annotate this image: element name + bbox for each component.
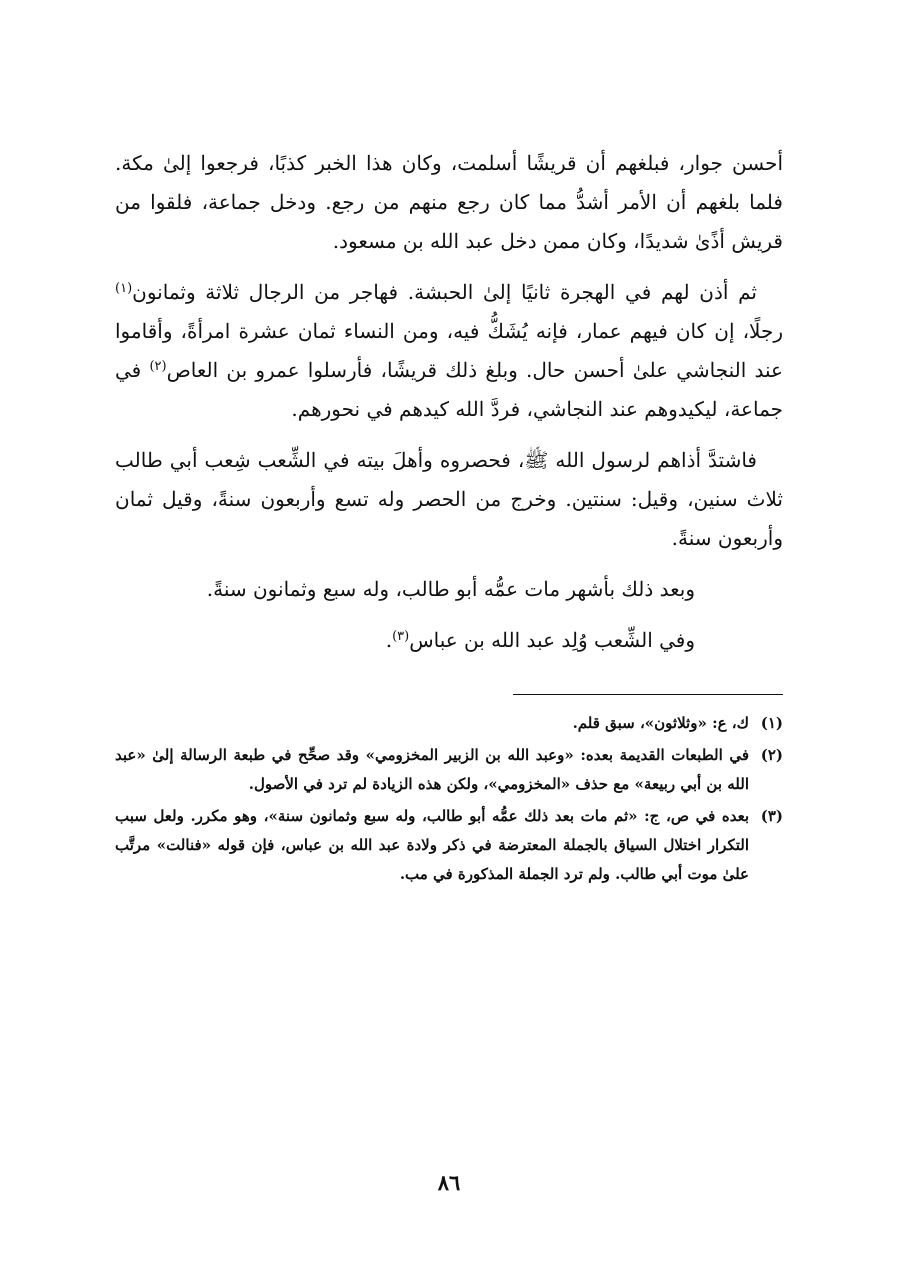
footnote-3 [115,802,783,889]
paragraph-5-part-2: . [385,628,393,652]
footnotes [115,709,783,889]
main-text [115,144,783,660]
paragraph-2-part-3: في جماعة، ليكيدوهم عند النجاشي، فردَّ الله كيدهم في نحورهم. [115,358,783,421]
footnote-text: في الطبعات القديمة بعده: «وعبد الله بن الزبير المخزومي» وقد صحِّح في طبعة الرسالة إلىٰ «عبد الله بن أبي ربيعة» مع حذف «المخزومي»، ولكن هذه الزيادة لم ترد في الأصول. [115,746,749,793]
paragraph-2-part-2: رجلًا، إن كان فيهم عمار، فإنه يُشَكُّ فيه، ومن النساء ثمان عشرة امرأةً، وأقاموا عند النجاشي علىٰ أحسن حال. وبلغ ذلك قريشًا، فأرسلوا عمرو بن العاص [115,319,783,382]
paragraph-3: فاشتدَّ أذاهم لرسول الله ﷺ، فحصروه وأهلَ بيته في الشِّعب شِعب أبي طالب ثلاث سنين، وقيل: سنتين. وخرج من الحصر وله تسع وأربعون سنةً، وقيل ثمان وأربعون سنةً. [115,448,783,550]
paragraph-5 [115,621,783,660]
footnote-ref-1[interactable]: (١) [115,281,133,296]
footnote-number: (٢) [760,746,783,764]
book-page [115,144,783,1204]
page-number: ٨٦ [437,1170,461,1195]
footnote-2 [115,741,783,799]
footnote-ref-2[interactable]: (٢) [149,359,167,374]
paragraph-4: وبعد ذلك بأشهر مات عمُّه أبو طالب، وله سبع وثمانون سنةً. [206,577,695,601]
footnote-number: (٣) [760,807,783,825]
footnote-ref-3[interactable]: (٣) [392,629,410,644]
footnote-text: بعده في ص، ج: «ثم مات بعد ذلك عمُّه أبو طالب، وله سبع وثمانون سنة»، وهو مكرر. ولعل سبب التكرار اختلال السياق بالجملة المعترضة في ذكر ولادة عبد الله بن عباس، فإن قوله «فنالت» مرتَّب علىٰ موت أبي طالب. ولم ترد الجملة المذكورة في مب. [115,807,749,883]
paragraph-5-part-1: وفي الشِّعب وُلِد عبد الله بن عباس [409,628,695,652]
paragraph-2 [115,273,783,429]
footnote-divider [513,694,783,695]
paragraph-2-part-1: ثم أذن لهم في الهجرة ثانيًا إلىٰ الحبشة. فهاجر من الرجال ثلاثة وثمانون [132,280,757,304]
footnote-1 [115,709,783,738]
footnote-number: (١) [760,714,783,732]
footnote-text: ك، ع: «وثلاثون»، سبق قلم. [572,714,749,732]
paragraph-1: أحسن جوار، فبلغهم أن قريشًا أسلمت، وكان هذا الخبر كذبًا، فرجعوا إلىٰ مكة. فلما بلغهم أن الأمر أشدُّ مما كان رجع منهم من رجع. ودخل جماعة، فلقوا من قريش أذًىٰ شديدًا، وكان ممن دخل عبد الله بن مسعود. [115,151,783,253]
